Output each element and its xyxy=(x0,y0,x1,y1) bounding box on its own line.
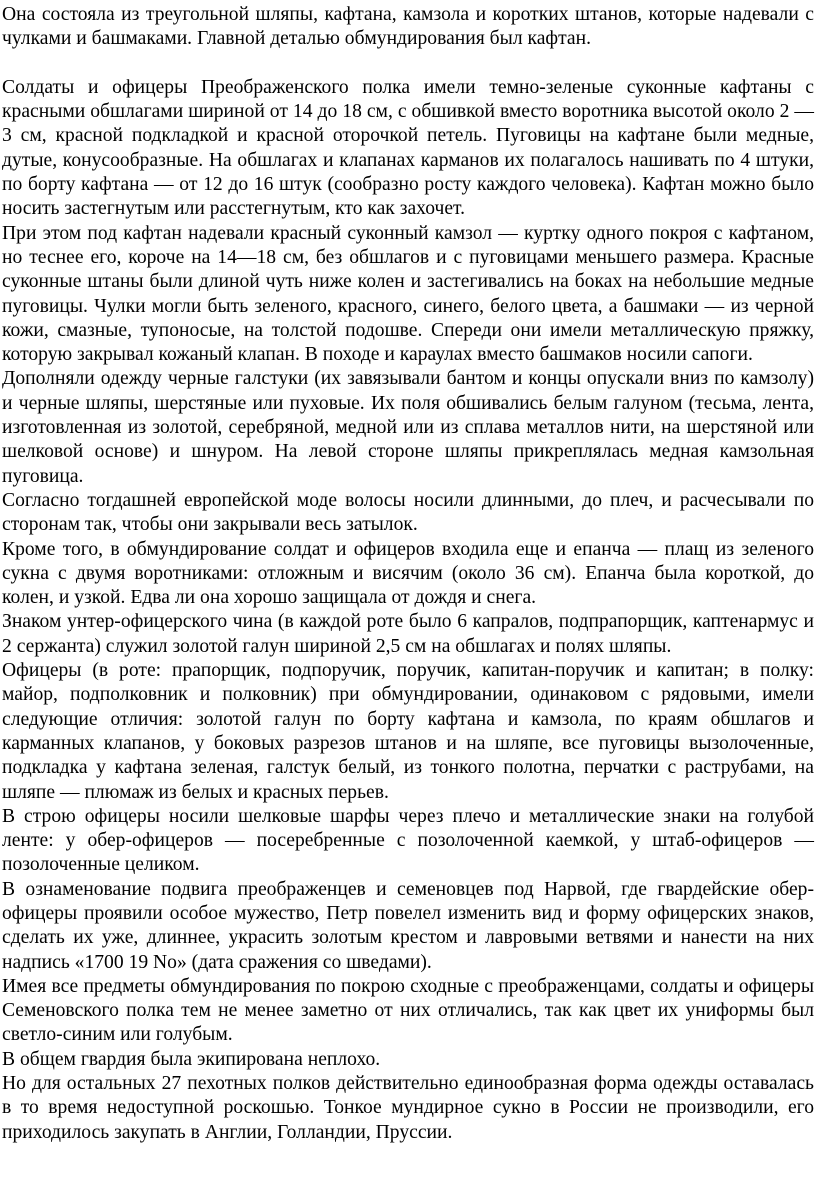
paragraph-officer-distinctions: Офицеры (в роте: прапорщик, подпоручик, поручик, капитан-поручик и капитан; в полку: майор, подполковник и полковник) при обмундировании, одинаковом с рядовыми, имели следующие отличия: золотой галун по борту кафтана и камзола, по краям обшлагов и карманных клапанов, у боковых разрезов штанов и на шляпе, все пуговицы вызолоченные, подкладка у кафтана зеленая, галстук белый, из тонкого полотна, перчатки с раструбами, на шляпе — плюмаж из белых и красных перьев. xyxy=(2,660,814,803)
paragraph-semenovsky-regiment: Имея все предметы обмундирования по покрою сходные с преображенцами, солдаты и офицеры Семеновского полка тем не менее заметно от них отличались, так как цвет их униформы был светло-синим или голубым. xyxy=(2,975,814,1046)
paragraph-officer-sashes: В строю офицеры носили шелковые шарфы через плечо и металлические знаки на голубой ленте: у обер-офицеров — посеребренные с позолоченной каемкой, у штаб-офицеров — позолоченные целиком. xyxy=(2,805,814,876)
paragraph-narva-commemoration: В ознаменование подвига преображенцев и семеновцев под Нарвой, где гвардейские обер-офицеры проявили особое мужество, Петр повелел изменить вид и форму офицерских знаков, сделать их уже, длиннее, украсить золотым крестом и лавровыми ветвями и нанести на них надпись «1700 19 No» (дата сражения со шведами). xyxy=(2,878,814,973)
paragraph-hat-kaftan-intro: Она состояла из треугольной шляпы, кафтана, камзола и коротких штанов, которые надевали с чулками и башмаками. Главной деталью обмундирования был кафтан. xyxy=(2,4,814,50)
paragraph-ties-hats: Дополняли одежду черные галстуки (их завязывали бантом и концы опускали вниз по камзолу) и черные шляпы, шерстяные или пуховые. Их поля обшивались белым галуном (тесьма, лента, изготовленная из золотой, серебряной, медной или из сплава металлов нити, на шерстяной или шелковой основе) и шнуром. На левой стороне шляпы прикреплялась медная камзольная пуговица. xyxy=(2,368,814,487)
paragraph-infantry-regiments: Но для остальных 27 пехотных полков действительно единообразная форма одежды оставалась в то время недоступной роскошью. Тонкое мундирное сукно в России не производили, его приходилось закупать в Англии, Голландии, Пруссии. xyxy=(2,1073,814,1143)
paragraph-epancha-cloak: Кроме того, в обмундирование солдат и офицеров входила еще и епанча — плащ из зеленого сукна с двумя воротниками: отложным и висячим (около 36 см). Епанча была короткой, до колен, и узкой. Едва ли она хорошо защищала от дождя и снега. xyxy=(2,538,814,609)
paragraph-preobrazhensky-kaftans: Солдаты и офицеры Преображенского полка имели темно-зеленые суконные кафтаны с красными обшлагами шириной от 14 до 18 см, с обшивкой вместо воротника высотой около 2 — 3 см, красной подкладкой и красной оторочкой петель. Пуговицы на кафтане были медные, дутые, конусообразные. На обшлагах и клапанах карманов их полагалось нашивать по 4 штуки, по борту кафтана — от 12 до 16 штук (сообразно росту каждого человека). Кафтан можно было носить застегнутым или расстегнутым, кто как захочет. xyxy=(2,76,814,220)
paragraph-nco-rank-insignia: Знаком унтер-офицерского чина (в каждой роте было 6 капралов, подпрапорщик, каптенармус и 2 сержанта) служил золотой галун шириной 2,5 см на обшлагах и полях шляпы. xyxy=(2,611,814,657)
paragraph-spacer xyxy=(2,52,814,76)
paragraph-hair-fashion: Согласно тогдашней европейской моде волосы носили длинными, до плеч, и расчесывали по сторонам так, чтобы они закрывали весь затылок. xyxy=(2,489,814,536)
paragraph-camisole-trousers: При этом под кафтан надевали красный суконный камзол — куртку одного покроя с кафтаном, но теснее его, короче на 14—18 см, без обшлагов и с пуговицами меньшего размера. Красные суконные штаны были длиной чуть ниже колен и застегивались на боках на небольшие медные пуговицы. Чулки могли быть зеленого, красного, синего, белого цвета, а башмаки — из черной кожи, смазные, тупоносые, на толстой подошве. Спереди они имели металлическую пряжку, которую закрывал кожаный клапан. В походе и караулах вместо башмаков носили сапоги. xyxy=(2,222,814,366)
paragraph-guard-equipment: В общем гвардия была экипирована неплохо. xyxy=(2,1048,381,1070)
